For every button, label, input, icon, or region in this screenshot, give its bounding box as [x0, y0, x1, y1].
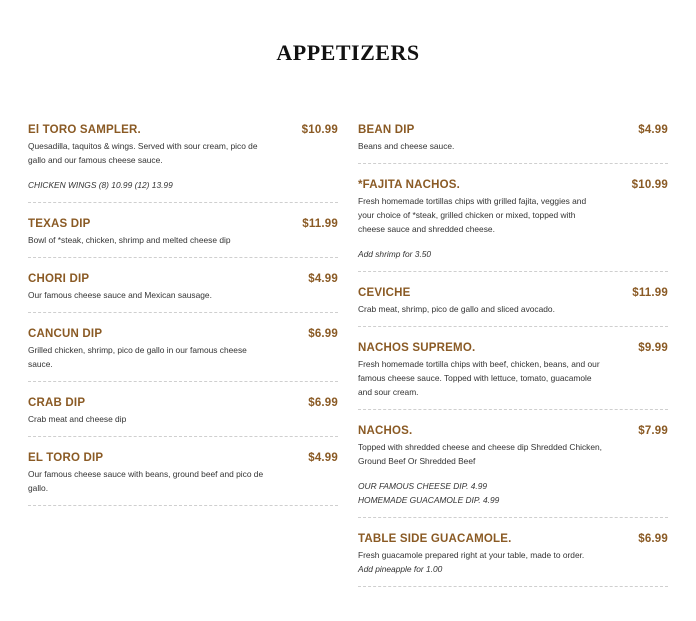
menu-item [358, 179, 668, 272]
menu-item [358, 425, 668, 518]
menu-item-note: Add pineapple for 1.00 [358, 564, 443, 574]
menu-item-header [358, 179, 668, 191]
menu-item [358, 287, 668, 327]
menu-item-description: Fresh guacamole prepared right at your table, made to order. [358, 550, 585, 560]
menu-item-price: $4.99 [308, 273, 338, 285]
menu-item-description: Crab meat, shrimp, pico de gallo and sliced avocado. [358, 304, 555, 314]
menu-item [28, 328, 338, 382]
page-title: APPETIZERS [276, 40, 420, 65]
menu-item-price: $10.99 [301, 124, 338, 136]
menu-item-note: CHICKEN WINGS (8) 10.99 (12) 13.99 [28, 180, 173, 190]
menu-item-name: CEVICHE [358, 287, 411, 299]
menu-item-header [28, 218, 338, 230]
menu-item-description: Our famous cheese sauce with beans, ground beef and pico de gallo. [28, 469, 264, 493]
menu-item [28, 124, 338, 203]
menu-item-price: $10.99 [631, 179, 668, 191]
menu-item-name: TABLE SIDE GUACAMOLE. [358, 533, 512, 545]
menu-item-price: $9.99 [638, 342, 668, 354]
menu-item-price: $7.99 [638, 425, 668, 437]
menu-item-header [358, 342, 668, 354]
menu-item-price: $6.99 [308, 328, 338, 340]
menu-item-note: HOMEMADE GUACAMOLE DIP. 4.99 [358, 495, 500, 505]
menu-item-header [28, 397, 338, 409]
menu-item-name: CHORI DIP [28, 273, 90, 285]
menu-item-name: El TORO SAMPLER. [28, 124, 141, 136]
menu-item [358, 342, 668, 410]
menu-item-description: Fresh homemade tortillas chips with grilled fajita, veggies and your choice of *steak, grilled chicken or mixed, topped with cheese sauce and shredded cheese. [358, 196, 587, 234]
menu-item-header [28, 273, 338, 285]
menu-item-price: $6.99 [638, 533, 668, 545]
menu-item-name: CANCUN DIP [28, 328, 103, 340]
menu-item-price: $4.99 [308, 452, 338, 464]
menu-item-description: Fresh homemade tortilla chips with beef, chicken, beans, and our famous cheese sauce. Topped with lettuce, tomato, guacamole and sour cream. [358, 359, 600, 397]
menu-item-description: Quesadilla, taquitos & wings. Served with sour cream, pico de gallo and our famous cheese sauce. [28, 141, 258, 165]
menu-item-header [358, 124, 668, 136]
menu-item-header [358, 533, 668, 545]
menu-item [28, 397, 338, 437]
menu-item-name: BEAN DIP [358, 124, 415, 136]
menu-item-description: Our famous cheese sauce and Mexican sausage. [28, 290, 212, 300]
menu-item-name: TEXAS DIP [28, 218, 91, 230]
menu-item [358, 533, 668, 587]
menu-item-name: EL TORO DIP [28, 452, 104, 464]
menu-item-header [358, 425, 668, 437]
menu-item-price: $6.99 [308, 397, 338, 409]
menu-item-header [28, 452, 338, 464]
menu-item-name: CRAB DIP [28, 397, 86, 409]
menu-item [358, 124, 668, 164]
menu-item-name: NACHOS. [358, 425, 413, 437]
menu-item-description: Beans and cheese sauce. [358, 141, 455, 151]
menu-item-name: NACHOS SUPREMO. [358, 342, 476, 354]
menu-column-right [358, 124, 668, 602]
menu-item-description: Crab meat and cheese dip [28, 414, 127, 424]
menu-item-description: Topped with shredded cheese and cheese dip Shredded Chicken, Ground Beef Or Shredded Beef [358, 442, 602, 466]
menu-item-note: OUR FAMOUS CHEESE DIP. 4.99 [358, 481, 488, 491]
menu-item-price: $4.99 [638, 124, 668, 136]
menu-item-header [28, 124, 338, 136]
menu-item [28, 218, 338, 258]
menu-item-note: Add shrimp for 3.50 [358, 249, 432, 259]
menu-item-name: *FAJITA NACHOS. [358, 179, 461, 191]
menu-column-left [28, 124, 338, 521]
menu-item-header [358, 287, 668, 299]
menu-item-description: Bowl of *steak, chicken, shrimp and melted cheese dip [28, 235, 231, 245]
menu-item-header [28, 328, 338, 340]
menu-item-price: $11.99 [632, 287, 668, 299]
menu-item-price: $11.99 [302, 218, 338, 230]
menu-item-description: Grilled chicken, shrimp, pico de gallo in our famous cheese sauce. [28, 345, 247, 369]
menu-item [28, 452, 338, 506]
menu-item [28, 273, 338, 313]
